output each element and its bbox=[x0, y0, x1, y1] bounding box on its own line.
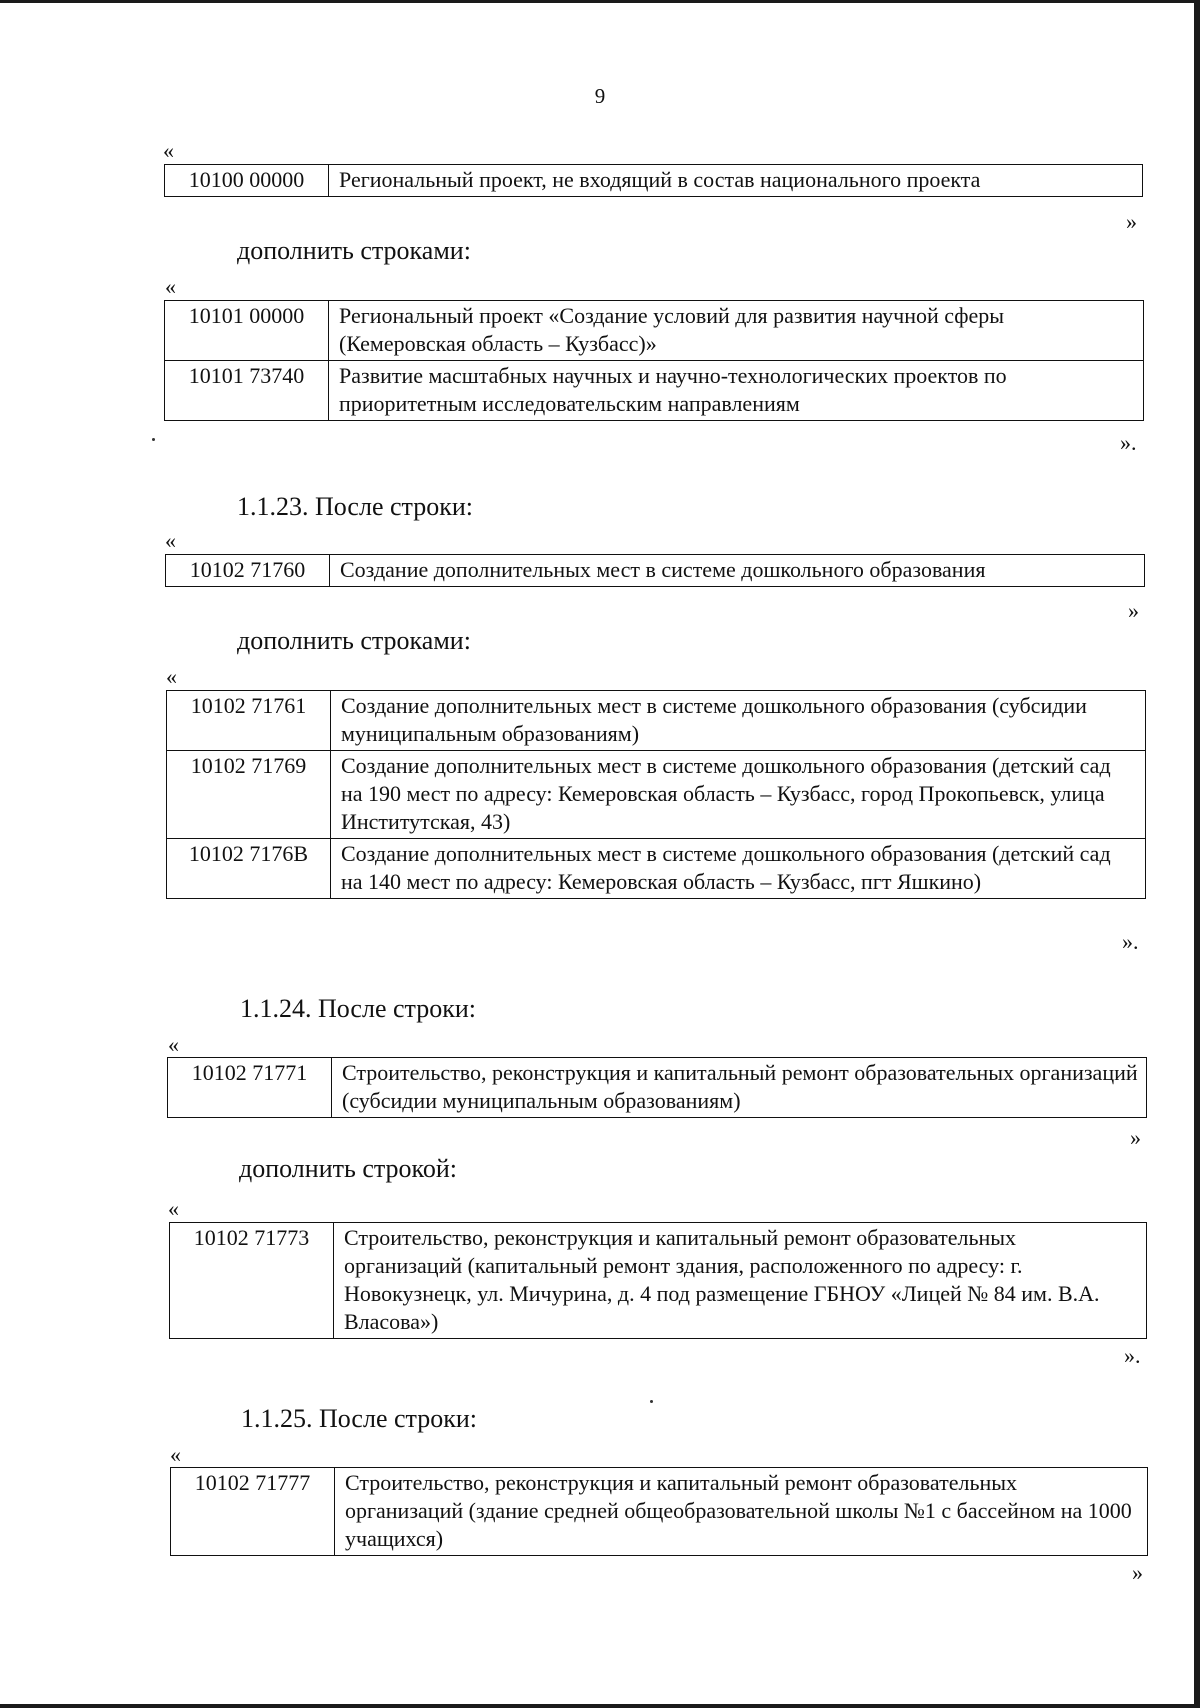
description-cell: Создание дополнительных мест в системе дошкольного образования (субсидии муниципальным образованиям) bbox=[331, 691, 1146, 751]
description-cell: Строительство, реконструкция и капитальный ремонт образовательных организаций (здание средней общеобразовательной школы №1 с бассейном на 1000 учащихся) bbox=[335, 1468, 1148, 1556]
quote-close: » bbox=[1130, 1125, 1141, 1150]
description-cell: Создание дополнительных мест в системе дошкольного образования (детский сад на 140 мест по адресу: Кемеровская область – Кузбасс, пгт Яшкино) bbox=[331, 839, 1146, 899]
code-table-2 bbox=[164, 300, 1144, 421]
quote-open: « bbox=[166, 664, 177, 689]
description-cell: Региональный проект «Создание условий для развития научной сферы (Кемеровская область – Кузбасс)» bbox=[329, 301, 1144, 361]
scan-speck bbox=[152, 438, 155, 441]
quote-close: ». bbox=[1122, 929, 1139, 954]
section-heading-1-1-25: 1.1.25. После строки: bbox=[241, 1404, 477, 1433]
description-cell: Региональный проект, не входящий в состав национального проекта bbox=[329, 165, 1143, 197]
quote-close: » bbox=[1132, 1560, 1143, 1585]
instruction-add-rows: дополнить строками: bbox=[237, 626, 471, 655]
table-row bbox=[167, 751, 1146, 839]
code-cell: 10102 71771 bbox=[168, 1058, 332, 1118]
quote-open: « bbox=[163, 138, 174, 163]
description-cell: Создание дополнительных мест в системе дошкольного образования (детский сад на 190 мест по адресу: Кемеровская область – Кузбасс, город Прокопьевск, улица Институтская, 43) bbox=[331, 751, 1146, 839]
quote-open: « bbox=[165, 528, 176, 553]
table-row bbox=[166, 555, 1145, 587]
quote-close: ». bbox=[1124, 1343, 1141, 1368]
table-row bbox=[167, 839, 1146, 899]
quote-close: » bbox=[1126, 209, 1137, 234]
code-cell: 10102 71761 bbox=[167, 691, 331, 751]
quote-open: « bbox=[170, 1442, 181, 1467]
table-row bbox=[165, 361, 1144, 421]
description-cell: Развитие масштабных научных и научно-технологических проектов по приоритетным исследовательским направлениям bbox=[329, 361, 1144, 421]
code-table-4 bbox=[166, 690, 1146, 899]
section-heading-1-1-24: 1.1.24. После строки: bbox=[240, 994, 476, 1023]
page-number: 9 bbox=[594, 84, 606, 108]
code-cell: 10100 00000 bbox=[165, 165, 329, 197]
quote-open: « bbox=[165, 274, 176, 299]
section-heading-1-1-23: 1.1.23. После строки: bbox=[237, 492, 473, 521]
instruction-add-row: дополнить строкой: bbox=[239, 1154, 457, 1183]
code-table-3 bbox=[165, 554, 1145, 587]
code-cell: 10102 71760 bbox=[166, 555, 330, 587]
quote-open: « bbox=[168, 1032, 179, 1057]
scan-edge-top bbox=[0, 0, 1200, 3]
code-cell: 10102 71773 bbox=[170, 1223, 334, 1339]
code-table-5 bbox=[167, 1057, 1147, 1118]
code-table-1 bbox=[164, 164, 1143, 197]
table-row bbox=[167, 691, 1146, 751]
code-cell: 10101 00000 bbox=[165, 301, 329, 361]
code-table-6 bbox=[169, 1222, 1147, 1339]
code-cell: 10102 7176В bbox=[167, 839, 331, 899]
quote-close: ». bbox=[1120, 430, 1137, 455]
scan-speck bbox=[650, 1400, 653, 1403]
quote-close: » bbox=[1128, 598, 1139, 623]
table-row bbox=[170, 1223, 1147, 1339]
description-cell: Строительство, реконструкция и капитальный ремонт образовательных организаций (субсидии муниципальным образованиям) bbox=[332, 1058, 1147, 1118]
instruction-add-rows: дополнить строками: bbox=[237, 236, 471, 265]
code-table-7 bbox=[170, 1467, 1148, 1556]
table-row bbox=[165, 301, 1144, 361]
quote-open: « bbox=[168, 1196, 179, 1221]
table-row bbox=[165, 165, 1143, 197]
description-cell: Строительство, реконструкция и капитальный ремонт образовательных организаций (капитальный ремонт здания, расположенного по адресу: г. Новокузнецк, ул. Мичурина, д. 4 под размещение ГБНОУ «Лицей № 84 им. В.А. Власова») bbox=[334, 1223, 1147, 1339]
table-row bbox=[168, 1058, 1147, 1118]
description-cell: Создание дополнительных мест в системе дошкольного образования bbox=[330, 555, 1145, 587]
code-cell: 10102 71777 bbox=[171, 1468, 335, 1556]
code-cell: 10101 73740 bbox=[165, 361, 329, 421]
code-cell: 10102 71769 bbox=[167, 751, 331, 839]
scan-edge-right bbox=[1194, 0, 1200, 1708]
scan-edge-bottom bbox=[0, 1704, 1200, 1708]
table-row bbox=[171, 1468, 1148, 1556]
